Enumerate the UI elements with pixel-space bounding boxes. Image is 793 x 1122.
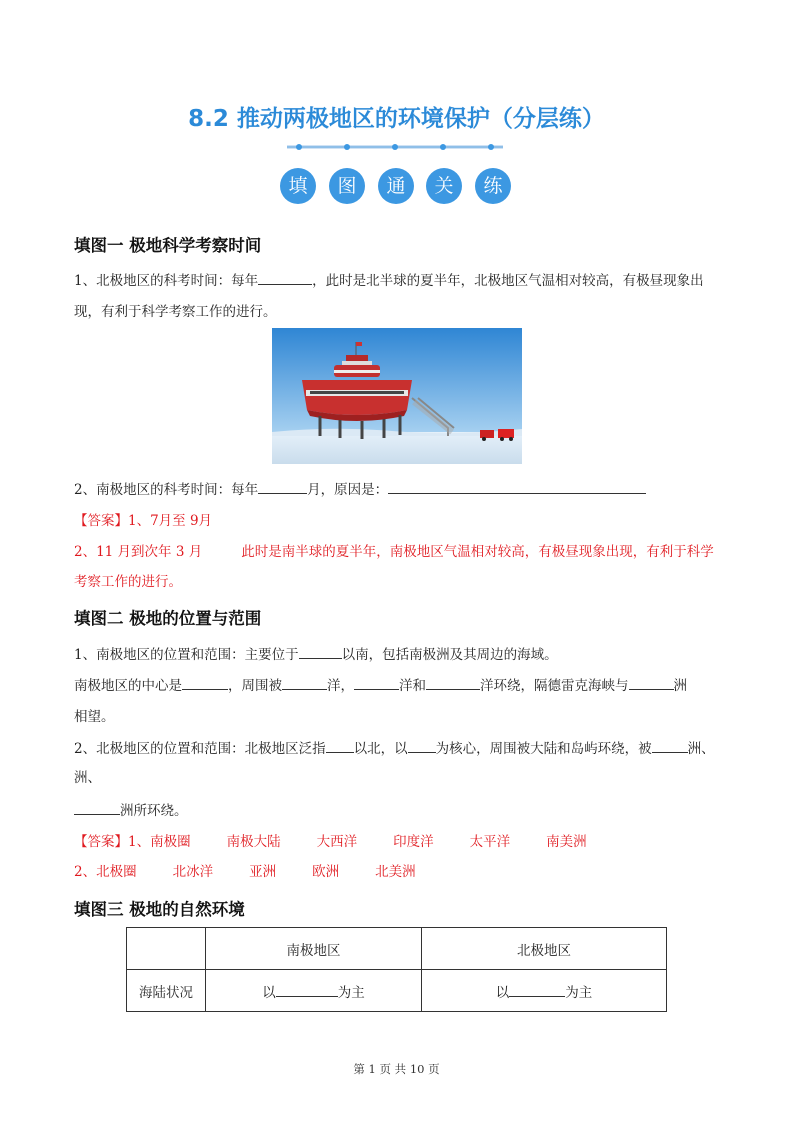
s1-answer-1: 【答案】1、7月至 9月: [74, 513, 213, 529]
table-cell-north: 以 为主: [422, 970, 667, 1012]
s2-line4: 2、北极地区的位置和范围：北极地区泛指 以北，以 为核心，周围被大陆和岛屿环绕，被 洲、: [74, 741, 715, 757]
s1-answer-3: 考察工作的进行。: [74, 574, 182, 590]
fill-blank[interactable]: [509, 983, 565, 997]
fill-blank[interactable]: [388, 480, 646, 494]
table-row: [127, 970, 667, 1012]
s2-line5: 洲、: [74, 770, 101, 786]
fill-blank[interactable]: [74, 801, 120, 815]
fill-blank[interactable]: [408, 739, 436, 753]
badge-char: 关: [426, 168, 462, 204]
fill-blank[interactable]: [299, 645, 342, 659]
table-header-south: 南极地区: [206, 928, 422, 970]
s2-answer-2: 2、北极圈 北冰洋 亚洲 欧洲 北美洲: [74, 864, 416, 880]
table-row-label: 海陆状况: [127, 970, 206, 1012]
badge-char: 通: [378, 168, 414, 204]
title-decoration: [287, 140, 503, 154]
s1-answer-2: 2、11 月到次年 3 月 此时是南半球的夏半年，南极地区气温相对较高，有极昼现象出现，有利于科学: [74, 544, 714, 560]
s1-q2: 2、南极地区的科考时间：每年 月，原因是：: [74, 478, 646, 498]
fill-blank[interactable]: [276, 983, 338, 997]
section2-heading: 填图二 极地的位置与范围: [74, 609, 262, 628]
s2-line6: 洲所环绕。: [74, 799, 188, 819]
fill-blank[interactable]: [426, 676, 480, 690]
s2-line2: 南极地区的中心是 ，周围被 洋， 洋和 洋环绕，隔德雷克海峡与 洲: [74, 678, 687, 694]
fill-blank[interactable]: [258, 480, 307, 494]
page-title: 8.2 推动两极地区的环境保护（分层练）: [188, 106, 605, 132]
s2-line3: 相望。: [74, 709, 115, 725]
table-corner-cell: [127, 928, 206, 970]
page-footer: 第 1 页 共 10 页: [353, 1062, 440, 1076]
environment-table: [126, 927, 667, 1012]
badge-char: 图: [329, 168, 365, 204]
fill-blank[interactable]: [326, 739, 354, 753]
fill-blank[interactable]: [652, 739, 688, 753]
fill-blank[interactable]: [258, 271, 312, 285]
fill-blank[interactable]: [282, 676, 327, 690]
s2-line1: 1、南极地区的位置和范围：主要位于 以南，包括南极洲及其周边的海域。: [74, 647, 558, 663]
section1-heading: 填图一 极地科学考察时间: [74, 236, 262, 255]
fill-blank[interactable]: [182, 676, 228, 690]
table-cell-south: 以 为主: [206, 970, 422, 1012]
section-badge: [280, 168, 512, 206]
badge-char: 练: [475, 168, 511, 204]
table-header-north: 北极地区: [422, 928, 667, 970]
s2-answer-1: 【答案】1、南极圈 南极大陆 大西洋 印度洋 太平洋 南美洲: [74, 834, 587, 850]
fill-blank[interactable]: [354, 676, 399, 690]
badge-char: 填: [280, 168, 316, 204]
s1-q1-line1: 1、北极地区的科考时间：每年 ，此时是北半球的夏半年，北极地区气温相对较高，有极昼现象出: [74, 273, 704, 289]
research-station-photo: [272, 328, 522, 464]
fill-blank[interactable]: [629, 676, 674, 690]
s1-q1-line2: 现，有利于科学考察工作的进行。: [74, 304, 277, 320]
table-row: [127, 928, 667, 970]
section3-heading: 填图三 极地的自然环境: [74, 900, 245, 919]
